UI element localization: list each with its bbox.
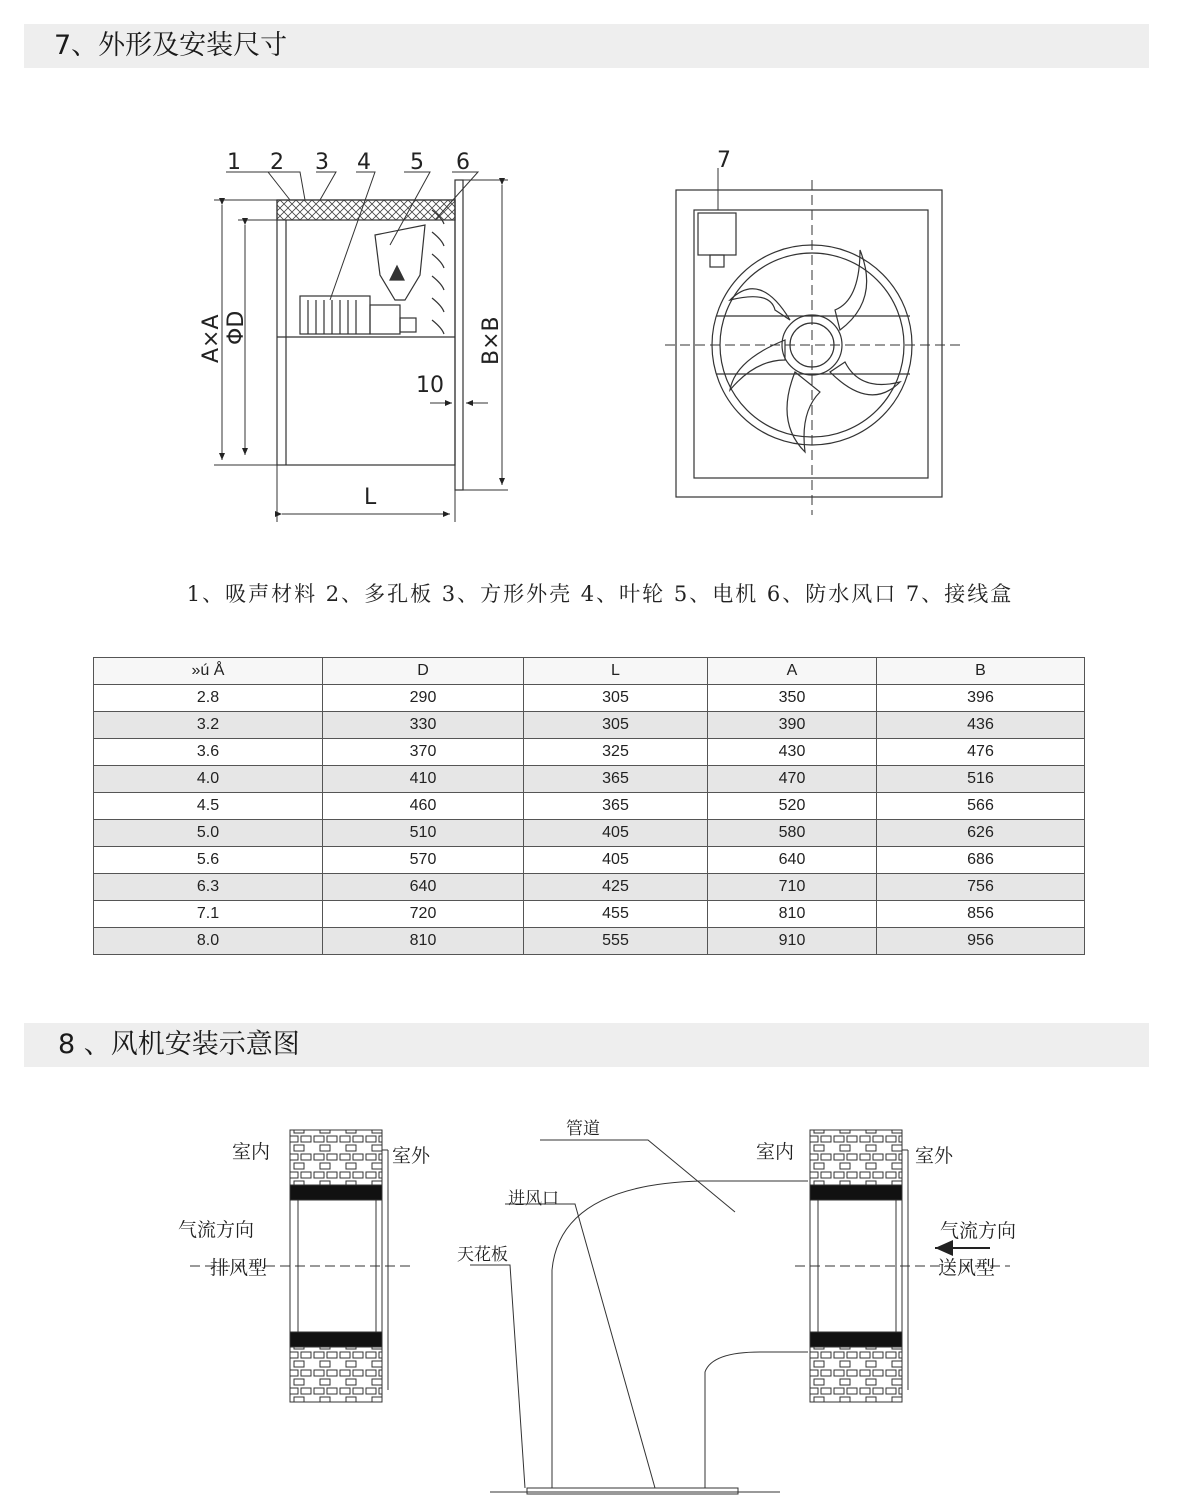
section-7-title: 7、外形及安装尺寸 xyxy=(54,30,288,61)
cell-l: 455 xyxy=(524,901,708,928)
cell-l: 555 xyxy=(524,928,708,955)
cell-a: 640 xyxy=(708,847,877,874)
cell-d: 460 xyxy=(323,793,524,820)
inlet-label: 进风口 xyxy=(508,1189,559,1209)
cell-b: 436 xyxy=(877,712,1085,739)
cell-model: 7.1 xyxy=(94,901,323,928)
table-row xyxy=(94,820,1085,847)
cell-b: 396 xyxy=(877,685,1085,712)
right-outdoor-label: 室外 xyxy=(915,1145,954,1167)
cell-a: 520 xyxy=(708,793,877,820)
cell-a: 390 xyxy=(708,712,877,739)
installation-diagram xyxy=(0,1080,1200,1500)
left-outdoor-label: 室外 xyxy=(392,1145,431,1167)
cell-d: 810 xyxy=(323,928,524,955)
cell-b: 686 xyxy=(877,847,1085,874)
cell-l: 365 xyxy=(524,766,708,793)
cell-d: 290 xyxy=(323,685,524,712)
cell-l: 365 xyxy=(524,793,708,820)
cell-l: 405 xyxy=(524,820,708,847)
col-header-b: B xyxy=(877,658,1085,685)
table-row xyxy=(94,874,1085,901)
front-view xyxy=(676,190,942,497)
col-header-d: D xyxy=(323,658,524,685)
cell-l: 305 xyxy=(524,712,708,739)
cell-l: 405 xyxy=(524,847,708,874)
part-label-7: 7 xyxy=(717,148,731,173)
cell-d: 330 xyxy=(323,712,524,739)
cell-model: 5.0 xyxy=(94,820,323,847)
cell-d: 570 xyxy=(323,847,524,874)
side-view xyxy=(277,180,463,490)
cell-a: 910 xyxy=(708,928,877,955)
section-8-title: 8 、风机安装示意图 xyxy=(58,1029,300,1060)
cell-b: 566 xyxy=(877,793,1085,820)
cell-a: 810 xyxy=(708,901,877,928)
cell-a: 430 xyxy=(708,739,877,766)
dim-bxb-label: B×B xyxy=(479,316,504,365)
part-label-1: 1 xyxy=(227,150,241,175)
table-row xyxy=(94,685,1085,712)
part-label-2: 2 xyxy=(270,150,284,175)
cell-a: 470 xyxy=(708,766,877,793)
dim-l-label: L xyxy=(364,485,377,510)
cell-d: 720 xyxy=(323,901,524,928)
dim-axa-label: A×A xyxy=(199,314,224,363)
cell-model: 6.3 xyxy=(94,874,323,901)
col-header-l: L xyxy=(524,658,708,685)
cell-l: 305 xyxy=(524,685,708,712)
cell-d: 640 xyxy=(323,874,524,901)
cell-b: 956 xyxy=(877,928,1085,955)
right-type-label: 送风型 xyxy=(938,1257,996,1279)
parts-legend: 1、吸声材料 2、多孔板 3、方形外壳 4、叶轮 5、电机 6、防水风口 7、接线盒 xyxy=(186,582,1014,606)
right-indoor-label: 室内 xyxy=(756,1141,795,1163)
louver xyxy=(432,210,444,334)
duct-label: 管道 xyxy=(566,1119,600,1139)
cell-model: 4.5 xyxy=(94,793,323,820)
ceiling-label: 天花板 xyxy=(457,1245,508,1265)
cell-model: 3.2 xyxy=(94,712,323,739)
cell-b: 856 xyxy=(877,901,1085,928)
cell-b: 476 xyxy=(877,739,1085,766)
part-label-5: 5 xyxy=(410,150,424,175)
cell-model: 4.0 xyxy=(94,766,323,793)
cell-a: 350 xyxy=(708,685,877,712)
cell-a: 710 xyxy=(708,874,877,901)
col-header-a: A xyxy=(708,658,877,685)
part-label-6: 6 xyxy=(456,150,470,175)
fan-dimension-diagram xyxy=(0,0,1200,560)
part-label-3: 3 xyxy=(315,150,329,175)
table-row xyxy=(94,793,1085,820)
table-row xyxy=(94,712,1085,739)
cell-b: 626 xyxy=(877,820,1085,847)
right-airflow-label: 气流方向 xyxy=(940,1220,1017,1242)
cell-model: 2.8 xyxy=(94,685,323,712)
dim-phid-label: ΦD xyxy=(224,310,249,345)
table-row xyxy=(94,847,1085,874)
cell-a: 580 xyxy=(708,820,877,847)
left-airflow-label: 气流方向 xyxy=(178,1219,255,1241)
cell-model: 5.6 xyxy=(94,847,323,874)
dimension-table xyxy=(93,657,1085,955)
col-header-model: »ú Å xyxy=(94,658,323,685)
cell-model: 3.6 xyxy=(94,739,323,766)
table-row xyxy=(94,766,1085,793)
part-label-4: 4 xyxy=(357,150,371,175)
cell-b: 516 xyxy=(877,766,1085,793)
left-type-label: 排风型 xyxy=(210,1257,268,1279)
cell-d: 410 xyxy=(323,766,524,793)
cell-d: 510 xyxy=(323,820,524,847)
table-header-row xyxy=(94,658,1085,685)
cell-l: 325 xyxy=(524,739,708,766)
cell-b: 756 xyxy=(877,874,1085,901)
cell-d: 370 xyxy=(323,739,524,766)
dim-10-label: 10 xyxy=(416,373,444,398)
cell-l: 425 xyxy=(524,874,708,901)
left-indoor-label: 室内 xyxy=(232,1141,271,1163)
table-row xyxy=(94,901,1085,928)
table-row xyxy=(94,928,1085,955)
table-row xyxy=(94,739,1085,766)
cell-model: 8.0 xyxy=(94,928,323,955)
